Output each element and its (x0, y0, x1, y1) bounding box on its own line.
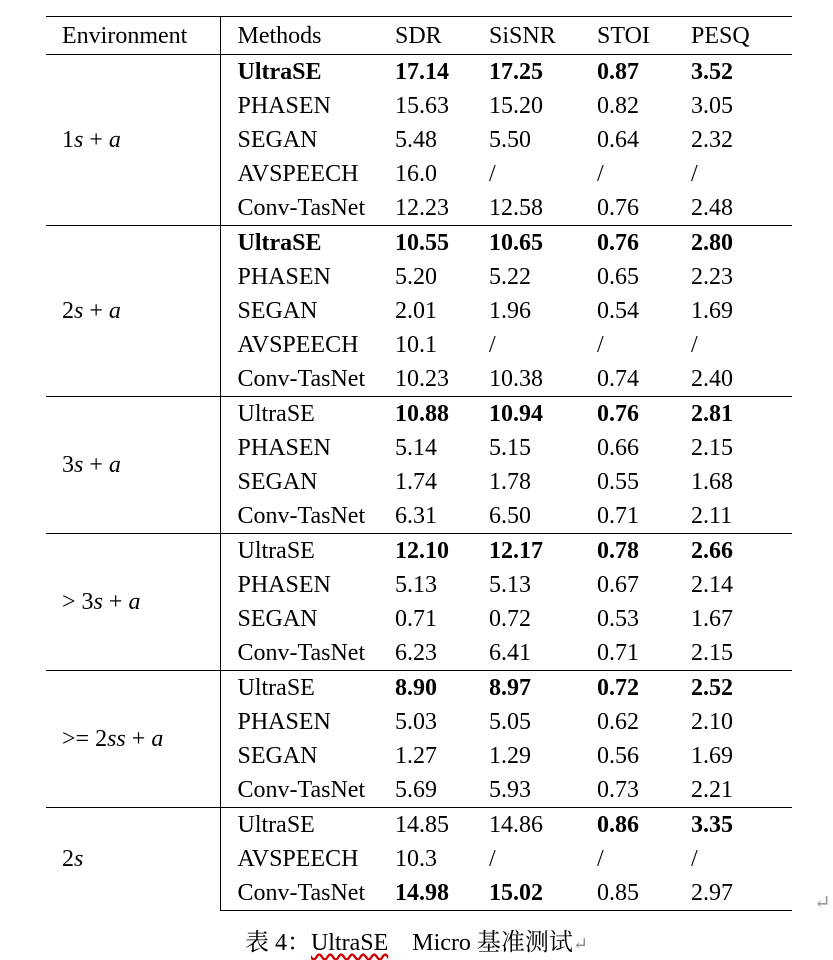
pesq-cell: 2.21 (691, 777, 733, 803)
sisnr-cell: 17.25 (489, 55, 597, 90)
sdr-cell: 5.03 (395, 709, 437, 735)
method-cell: UltraSE (220, 226, 395, 261)
pesq-cell: 2.66 (691, 534, 792, 569)
stoi-cell: / (597, 161, 604, 187)
table-caption (0, 922, 833, 957)
sisnr-cell: 5.50 (489, 127, 531, 153)
environment-cell: 3s + a (46, 397, 220, 534)
sisnr-cell: 1.29 (489, 743, 531, 769)
method-cell: AVSPEECH (237, 332, 359, 358)
pesq-cell: 2.15 (691, 435, 733, 461)
table-row (46, 226, 792, 261)
table-row (46, 808, 792, 843)
method-cell: PHASEN (237, 709, 331, 735)
pesq-cell: 2.81 (691, 397, 792, 432)
stoi-cell: 0.78 (597, 534, 691, 569)
stoi-cell: 0.56 (597, 743, 639, 769)
stoi-cell: 0.53 (597, 606, 639, 632)
pesq-cell: 3.05 (691, 93, 733, 119)
stoi-cell: 0.87 (597, 55, 691, 90)
sdr-cell: 10.1 (395, 332, 437, 358)
sdr-cell: 10.23 (395, 366, 449, 392)
sdr-cell: 0.71 (395, 606, 437, 632)
sdr-cell: 10.3 (395, 846, 437, 872)
sisnr-cell: 5.93 (489, 777, 531, 803)
method-cell: UltraSE (220, 534, 395, 569)
table-row (46, 55, 792, 90)
stoi-cell: 0.82 (597, 93, 639, 119)
environment-cell: >= 2ss + a (46, 671, 220, 808)
sisnr-cell: 5.22 (489, 264, 531, 290)
method-cell: UltraSE (220, 55, 395, 90)
method-cell: Conv-TasNet (237, 366, 366, 392)
method-cell: Conv-TasNet (237, 503, 366, 529)
pesq-cell: 1.69 (691, 298, 733, 324)
pesq-cell: / (691, 161, 698, 187)
stoi-cell: 0.66 (597, 435, 639, 461)
pesq-cell: 3.35 (691, 808, 792, 843)
header-sisnr: SiSNR (489, 17, 597, 55)
stoi-cell: 0.62 (597, 709, 639, 735)
stoi-cell: 0.76 (597, 226, 691, 261)
stoi-cell: 0.85 (597, 876, 691, 911)
sisnr-cell: 15.02 (489, 876, 597, 911)
table-row (46, 671, 792, 706)
sdr-cell: 10.88 (395, 397, 489, 432)
stoi-cell: 0.67 (597, 572, 639, 598)
sisnr-cell: 12.17 (489, 534, 597, 569)
method-cell: Conv-TasNet (237, 777, 366, 803)
pesq-cell: 2.32 (691, 127, 733, 153)
pesq-cell: 2.97 (691, 876, 792, 911)
header-row (46, 17, 792, 55)
sisnr-cell: 12.58 (489, 195, 543, 221)
sdr-cell: 5.48 (395, 127, 437, 153)
sisnr-cell: 10.38 (489, 366, 543, 392)
sdr-cell: 16.0 (395, 161, 437, 187)
pesq-cell: 2.10 (691, 709, 733, 735)
stoi-cell: 0.76 (597, 397, 691, 432)
table-row (46, 397, 792, 432)
method-cell: UltraSE (220, 808, 395, 843)
pesq-cell: 2.40 (691, 366, 733, 392)
results-table (46, 16, 792, 911)
header-methods: Methods (220, 17, 395, 55)
stoi-cell: 0.74 (597, 366, 639, 392)
header-environment: Environment (46, 17, 220, 55)
method-cell: SEGAN (237, 469, 318, 495)
header-pesq: PESQ (691, 17, 792, 55)
pesq-cell: 2.52 (691, 671, 792, 706)
method-cell: SEGAN (237, 743, 318, 769)
method-cell: AVSPEECH (237, 161, 359, 187)
sdr-cell: 1.74 (395, 469, 437, 495)
sisnr-cell: / (489, 161, 496, 187)
sisnr-cell: 0.72 (489, 606, 531, 632)
method-cell: PHASEN (237, 572, 331, 598)
sisnr-cell: 5.15 (489, 435, 531, 461)
stoi-cell: 0.65 (597, 264, 639, 290)
caption-prefix: 表 4： (244, 930, 311, 956)
table-body (46, 55, 792, 911)
stoi-cell: / (597, 846, 604, 872)
stoi-cell: 0.64 (597, 127, 639, 153)
method-cell: Conv-TasNet (237, 195, 366, 221)
sdr-cell: 10.55 (395, 226, 489, 261)
environment-cell: 2s (46, 808, 220, 911)
pesq-cell: 2.80 (691, 226, 792, 261)
sdr-cell: 17.14 (395, 55, 489, 90)
sisnr-cell: 6.41 (489, 640, 531, 666)
stoi-cell: 0.76 (597, 195, 639, 221)
sisnr-cell: 1.96 (489, 298, 531, 324)
pesq-cell: 1.69 (691, 743, 733, 769)
sisnr-cell: 6.50 (489, 503, 531, 529)
sisnr-cell: 1.78 (489, 469, 531, 495)
sisnr-cell: 10.65 (489, 226, 597, 261)
pesq-cell: 2.15 (691, 640, 733, 666)
stoi-cell: 0.55 (597, 469, 639, 495)
sisnr-cell: / (489, 846, 496, 872)
sdr-cell: 1.27 (395, 743, 437, 769)
sdr-cell: 6.23 (395, 640, 437, 666)
pesq-cell: 1.68 (691, 469, 733, 495)
return-mark: ↵ (814, 892, 831, 914)
method-cell: AVSPEECH (237, 846, 359, 872)
pesq-cell: 2.48 (691, 195, 733, 221)
pesq-cell: / (691, 332, 698, 358)
method-cell: UltraSE (220, 671, 395, 706)
pesq-cell: 2.11 (691, 503, 733, 529)
sdr-cell: 2.01 (395, 298, 437, 324)
sdr-cell: 12.23 (395, 195, 449, 221)
sdr-cell: 5.20 (395, 264, 437, 290)
sdr-cell: 12.10 (395, 534, 489, 569)
method-cell: UltraSE (220, 397, 395, 432)
stoi-cell: / (597, 332, 604, 358)
pesq-cell: 3.52 (691, 55, 792, 90)
pesq-cell: 2.23 (691, 264, 733, 290)
environment-cell: > 3s + a (46, 534, 220, 671)
method-cell: SEGAN (237, 127, 318, 153)
pesq-cell: / (691, 846, 698, 872)
sdr-cell: 14.98 (395, 876, 489, 911)
method-cell: PHASEN (237, 93, 331, 119)
sisnr-cell: 15.20 (489, 93, 543, 119)
environment-cell: 2s + a (46, 226, 220, 397)
table-row (46, 534, 792, 569)
caption-suffix: Micro 基准测试 (412, 930, 573, 956)
sisnr-cell: 8.97 (489, 671, 597, 706)
environment-cell: 1s + a (46, 55, 220, 226)
method-cell: Conv-TasNet (220, 876, 395, 911)
stoi-cell: 0.71 (597, 503, 639, 529)
method-cell: PHASEN (237, 435, 331, 461)
stoi-cell: 0.71 (597, 640, 639, 666)
sdr-cell: 14.85 (395, 808, 489, 843)
sisnr-cell: 10.94 (489, 397, 597, 432)
method-cell: SEGAN (237, 298, 318, 324)
pesq-cell: 1.67 (691, 606, 733, 632)
stoi-cell: 0.54 (597, 298, 639, 324)
stoi-cell: 0.73 (597, 777, 639, 803)
sdr-cell: 15.63 (395, 93, 449, 119)
sisnr-cell: 5.13 (489, 572, 531, 598)
sisnr-cell: / (489, 332, 496, 358)
caption-name: UltraSE (310, 930, 389, 956)
sisnr-cell: 5.05 (489, 709, 531, 735)
method-cell: SEGAN (237, 606, 318, 632)
method-cell: PHASEN (237, 264, 331, 290)
stoi-cell: 0.72 (597, 671, 691, 706)
pesq-cell: 2.14 (691, 572, 733, 598)
sdr-cell: 5.13 (395, 572, 437, 598)
sdr-cell: 5.14 (395, 435, 437, 461)
caption-return-mark: ↵ (572, 934, 589, 954)
sdr-cell: 8.90 (395, 671, 489, 706)
sisnr-cell: 14.86 (489, 808, 597, 843)
method-cell: Conv-TasNet (237, 640, 366, 666)
sdr-cell: 5.69 (395, 777, 437, 803)
header-stoi: STOI (597, 17, 691, 55)
sdr-cell: 6.31 (395, 503, 437, 529)
stoi-cell: 0.86 (597, 808, 691, 843)
header-sdr: SDR (395, 17, 489, 55)
